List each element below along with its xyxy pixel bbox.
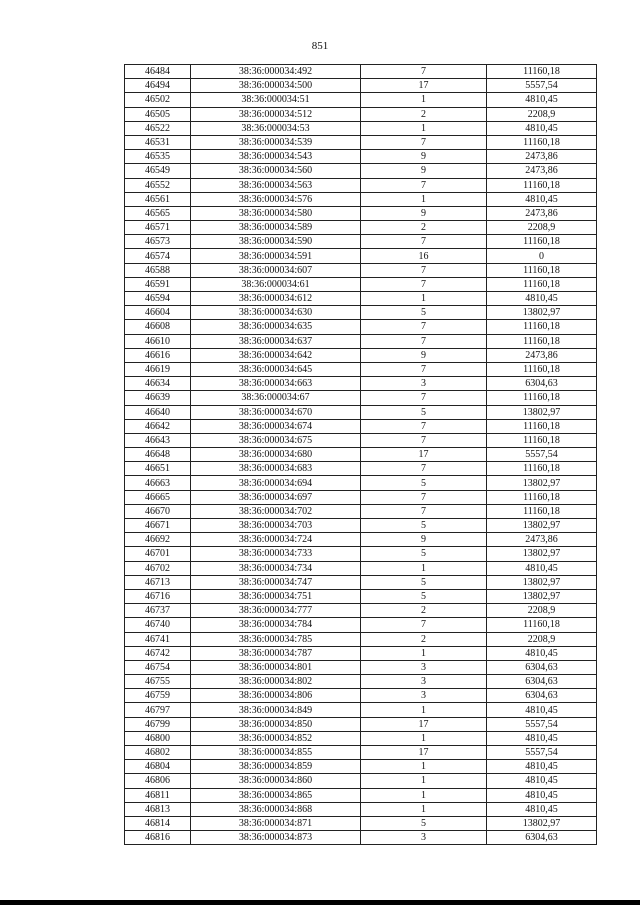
table-row: [125, 362, 597, 376]
row-number-cell: 46574: [125, 249, 191, 263]
table-row: [125, 206, 597, 220]
category-code-cell: 1: [361, 646, 487, 660]
category-code-cell: 7: [361, 65, 487, 79]
table-row: [125, 731, 597, 745]
value-cell: 6304,63: [487, 660, 597, 674]
table-row: [125, 717, 597, 731]
category-code-cell: 2: [361, 107, 487, 121]
row-number-cell: 46671: [125, 519, 191, 533]
category-code-cell: 5: [361, 519, 487, 533]
row-number-cell: 46522: [125, 121, 191, 135]
row-number-cell: 46665: [125, 490, 191, 504]
row-number-cell: 46604: [125, 306, 191, 320]
table-row: [125, 746, 597, 760]
category-code-cell: 5: [361, 405, 487, 419]
value-cell: 11160,18: [487, 462, 597, 476]
cadastral-number-cell: 38:36:000034:785: [191, 632, 361, 646]
cadastral-number-cell: 38:36:000034:642: [191, 348, 361, 362]
cadastral-number-cell: 38:36:000034:607: [191, 263, 361, 277]
row-number-cell: 46813: [125, 802, 191, 816]
value-cell: 2473,86: [487, 533, 597, 547]
cadastral-number-cell: 38:36:000034:697: [191, 490, 361, 504]
category-code-cell: 9: [361, 533, 487, 547]
table-row: [125, 150, 597, 164]
table-row: [125, 377, 597, 391]
category-code-cell: 7: [361, 504, 487, 518]
cadastral-number-cell: 38:36:000034:512: [191, 107, 361, 121]
row-number-cell: 46502: [125, 93, 191, 107]
table-row: [125, 760, 597, 774]
category-code-cell: 7: [361, 433, 487, 447]
value-cell: 2208,9: [487, 221, 597, 235]
category-code-cell: 9: [361, 206, 487, 220]
value-cell: 11160,18: [487, 433, 597, 447]
value-cell: 11160,18: [487, 334, 597, 348]
cadastral-number-cell: 38:36:000034:751: [191, 589, 361, 603]
table-row: [125, 135, 597, 149]
value-cell: 11160,18: [487, 504, 597, 518]
category-code-cell: 1: [361, 760, 487, 774]
table-row: [125, 689, 597, 703]
value-cell: 4810,45: [487, 292, 597, 306]
row-number-cell: 46663: [125, 476, 191, 490]
value-cell: 13802,97: [487, 575, 597, 589]
row-number-cell: 46573: [125, 235, 191, 249]
category-code-cell: 7: [361, 462, 487, 476]
row-number-cell: 46755: [125, 675, 191, 689]
table-row: [125, 675, 597, 689]
category-code-cell: 5: [361, 306, 487, 320]
cadastral-number-cell: 38:36:000034:53: [191, 121, 361, 135]
cadastral-number-cell: 38:36:000034:591: [191, 249, 361, 263]
table-row: [125, 306, 597, 320]
category-code-cell: 17: [361, 717, 487, 731]
value-cell: 4810,45: [487, 731, 597, 745]
row-number-cell: 46814: [125, 816, 191, 830]
table-row: [125, 249, 597, 263]
value-cell: 11160,18: [487, 419, 597, 433]
value-cell: 2208,9: [487, 604, 597, 618]
row-number-cell: 46594: [125, 292, 191, 306]
value-cell: 13802,97: [487, 816, 597, 830]
category-code-cell: 17: [361, 746, 487, 760]
row-number-cell: 46754: [125, 660, 191, 674]
category-code-cell: 17: [361, 79, 487, 93]
row-number-cell: 46565: [125, 206, 191, 220]
row-number-cell: 46651: [125, 462, 191, 476]
value-cell: 4810,45: [487, 760, 597, 774]
value-cell: 6304,63: [487, 831, 597, 845]
table-row: [125, 65, 597, 79]
row-number-cell: 46494: [125, 79, 191, 93]
row-number-cell: 46561: [125, 192, 191, 206]
value-cell: 6304,63: [487, 689, 597, 703]
table-row: [125, 547, 597, 561]
value-cell: 4810,45: [487, 788, 597, 802]
value-cell: 4810,45: [487, 561, 597, 575]
cadastral-number-cell: 38:36:000034:702: [191, 504, 361, 518]
table-row: [125, 292, 597, 306]
value-cell: 13802,97: [487, 476, 597, 490]
row-number-cell: 46797: [125, 703, 191, 717]
cadastral-number-cell: 38:36:000034:802: [191, 675, 361, 689]
row-number-cell: 46648: [125, 448, 191, 462]
cadastral-number-cell: 38:36:000034:703: [191, 519, 361, 533]
row-number-cell: 46531: [125, 135, 191, 149]
table-row: [125, 788, 597, 802]
table-row: [125, 221, 597, 235]
cadastral-number-cell: 38:36:000034:747: [191, 575, 361, 589]
cadastral-number-cell: 38:36:000034:635: [191, 320, 361, 334]
cadastral-number-cell: 38:36:000034:663: [191, 377, 361, 391]
row-number-cell: 46692: [125, 533, 191, 547]
row-number-cell: 46549: [125, 164, 191, 178]
row-number-cell: 46484: [125, 65, 191, 79]
category-code-cell: 7: [361, 135, 487, 149]
category-code-cell: 3: [361, 660, 487, 674]
table-row: [125, 561, 597, 575]
row-number-cell: 46702: [125, 561, 191, 575]
category-code-cell: 7: [361, 362, 487, 376]
table-row: [125, 632, 597, 646]
table-row: [125, 660, 597, 674]
cadastral-number-cell: 38:36:000034:576: [191, 192, 361, 206]
category-code-cell: 3: [361, 377, 487, 391]
cadastral-number-cell: 38:36:000034:683: [191, 462, 361, 476]
category-code-cell: 1: [361, 774, 487, 788]
row-number-cell: 46505: [125, 107, 191, 121]
table-row: [125, 433, 597, 447]
cadastral-number-cell: 38:36:000034:849: [191, 703, 361, 717]
table-row: [125, 419, 597, 433]
category-code-cell: 3: [361, 689, 487, 703]
category-code-cell: 5: [361, 816, 487, 830]
cadastral-number-cell: 38:36:000034:670: [191, 405, 361, 419]
row-number-cell: 46634: [125, 377, 191, 391]
value-cell: 4810,45: [487, 703, 597, 717]
table-row: [125, 604, 597, 618]
cadastral-number-cell: 38:36:000034:675: [191, 433, 361, 447]
table-row: [125, 802, 597, 816]
table-row: [125, 646, 597, 660]
table-row: [125, 121, 597, 135]
row-number-cell: 46608: [125, 320, 191, 334]
table-row: [125, 320, 597, 334]
row-number-cell: 46741: [125, 632, 191, 646]
table-body: [125, 65, 597, 845]
table-row: [125, 93, 597, 107]
value-cell: 11160,18: [487, 391, 597, 405]
category-code-cell: 7: [361, 391, 487, 405]
value-cell: 2208,9: [487, 107, 597, 121]
cadastral-number-cell: 38:36:000034:860: [191, 774, 361, 788]
table-row: [125, 490, 597, 504]
row-number-cell: 46643: [125, 433, 191, 447]
value-cell: 6304,63: [487, 377, 597, 391]
row-number-cell: 46806: [125, 774, 191, 788]
value-cell: 11160,18: [487, 263, 597, 277]
row-number-cell: 46588: [125, 263, 191, 277]
value-cell: 4810,45: [487, 802, 597, 816]
value-cell: 4810,45: [487, 646, 597, 660]
cadastral-number-cell: 38:36:000034:51: [191, 93, 361, 107]
cadastral-table: [124, 64, 597, 845]
category-code-cell: 1: [361, 802, 487, 816]
value-cell: 5557,54: [487, 717, 597, 731]
table-row: [125, 462, 597, 476]
value-cell: 4810,45: [487, 121, 597, 135]
category-code-cell: 9: [361, 348, 487, 362]
category-code-cell: 5: [361, 575, 487, 589]
table-row: [125, 405, 597, 419]
category-code-cell: 9: [361, 164, 487, 178]
table-row: [125, 334, 597, 348]
category-code-cell: 7: [361, 334, 487, 348]
row-number-cell: 46742: [125, 646, 191, 660]
cadastral-number-cell: 38:36:000034:801: [191, 660, 361, 674]
table-row: [125, 79, 597, 93]
cadastral-number-cell: 38:36:000034:850: [191, 717, 361, 731]
value-cell: 4810,45: [487, 93, 597, 107]
cadastral-number-cell: 38:36:000034:580: [191, 206, 361, 220]
value-cell: 13802,97: [487, 405, 597, 419]
cadastral-number-cell: 38:36:000034:590: [191, 235, 361, 249]
table-row: [125, 618, 597, 632]
value-cell: 11160,18: [487, 65, 597, 79]
cadastral-number-cell: 38:36:000034:865: [191, 788, 361, 802]
scan-edge-bar: [0, 900, 640, 905]
cadastral-number-cell: 38:36:000034:777: [191, 604, 361, 618]
cadastral-number-cell: 38:36:000034:859: [191, 760, 361, 774]
row-number-cell: 46610: [125, 334, 191, 348]
page-number: 851: [311, 40, 329, 52]
category-code-cell: 7: [361, 235, 487, 249]
cadastral-number-cell: 38:36:000034:784: [191, 618, 361, 632]
row-number-cell: 46619: [125, 362, 191, 376]
table-row: [125, 263, 597, 277]
cadastral-number-cell: 38:36:000034:868: [191, 802, 361, 816]
cadastral-number-cell: 38:36:000034:787: [191, 646, 361, 660]
row-number-cell: 46616: [125, 348, 191, 362]
row-number-cell: 46804: [125, 760, 191, 774]
cadastral-number-cell: 38:36:000034:871: [191, 816, 361, 830]
category-code-cell: 1: [361, 93, 487, 107]
table-row: [125, 575, 597, 589]
row-number-cell: 46571: [125, 221, 191, 235]
row-number-cell: 46552: [125, 178, 191, 192]
value-cell: 11160,18: [487, 235, 597, 249]
value-cell: 11160,18: [487, 178, 597, 192]
row-number-cell: 46670: [125, 504, 191, 518]
cadastral-number-cell: 38:36:000034:806: [191, 689, 361, 703]
value-cell: 5557,54: [487, 448, 597, 462]
table-row: [125, 476, 597, 490]
value-cell: 13802,97: [487, 306, 597, 320]
table-row: [125, 816, 597, 830]
value-cell: 11160,18: [487, 618, 597, 632]
category-code-cell: 7: [361, 618, 487, 632]
cadastral-number-cell: 38:36:000034:500: [191, 79, 361, 93]
table-row: [125, 192, 597, 206]
value-cell: 13802,97: [487, 589, 597, 603]
cadastral-number-cell: 38:36:000034:492: [191, 65, 361, 79]
value-cell: 11160,18: [487, 490, 597, 504]
cadastral-number-cell: 38:36:000034:873: [191, 831, 361, 845]
table-row: [125, 164, 597, 178]
category-code-cell: 1: [361, 788, 487, 802]
category-code-cell: 7: [361, 277, 487, 291]
category-code-cell: 2: [361, 221, 487, 235]
table-row: [125, 448, 597, 462]
row-number-cell: 46591: [125, 277, 191, 291]
value-cell: 5557,54: [487, 79, 597, 93]
category-code-cell: 17: [361, 448, 487, 462]
cadastral-number-cell: 38:36:000034:852: [191, 731, 361, 745]
category-code-cell: 1: [361, 703, 487, 717]
row-number-cell: 46799: [125, 717, 191, 731]
cadastral-number-cell: 38:36:000034:680: [191, 448, 361, 462]
cadastral-number-cell: 38:36:000034:589: [191, 221, 361, 235]
cadastral-number-cell: 38:36:000034:733: [191, 547, 361, 561]
cadastral-number-cell: 38:36:000034:539: [191, 135, 361, 149]
category-code-cell: 1: [361, 731, 487, 745]
value-cell: 2473,86: [487, 164, 597, 178]
cadastral-number-cell: 38:36:000034:674: [191, 419, 361, 433]
row-number-cell: 46811: [125, 788, 191, 802]
table-row: [125, 519, 597, 533]
category-code-cell: 5: [361, 547, 487, 561]
value-cell: 13802,97: [487, 547, 597, 561]
category-code-cell: 16: [361, 249, 487, 263]
table-row: [125, 391, 597, 405]
cadastral-number-cell: 38:36:000034:724: [191, 533, 361, 547]
value-cell: 4810,45: [487, 774, 597, 788]
table-row: [125, 589, 597, 603]
category-code-cell: 1: [361, 292, 487, 306]
row-number-cell: 46639: [125, 391, 191, 405]
cadastral-number-cell: 38:36:000034:630: [191, 306, 361, 320]
value-cell: 5557,54: [487, 746, 597, 760]
cadastral-number-cell: 38:36:000034:734: [191, 561, 361, 575]
cadastral-number-cell: 38:36:000034:645: [191, 362, 361, 376]
cadastral-number-cell: 38:36:000034:560: [191, 164, 361, 178]
row-number-cell: 46642: [125, 419, 191, 433]
category-code-cell: 7: [361, 263, 487, 277]
value-cell: 11160,18: [487, 320, 597, 334]
table-row: [125, 348, 597, 362]
cadastral-number-cell: 38:36:000034:61: [191, 277, 361, 291]
cadastral-number-cell: 38:36:000034:855: [191, 746, 361, 760]
value-cell: 11160,18: [487, 277, 597, 291]
category-code-cell: 5: [361, 589, 487, 603]
category-code-cell: 2: [361, 604, 487, 618]
row-number-cell: 46759: [125, 689, 191, 703]
row-number-cell: 46800: [125, 731, 191, 745]
value-cell: 0: [487, 249, 597, 263]
table-row: [125, 235, 597, 249]
row-number-cell: 46701: [125, 547, 191, 561]
cadastral-number-cell: 38:36:000034:67: [191, 391, 361, 405]
category-code-cell: 5: [361, 476, 487, 490]
category-code-cell: 7: [361, 419, 487, 433]
row-number-cell: 46716: [125, 589, 191, 603]
row-number-cell: 46816: [125, 831, 191, 845]
cadastral-number-cell: 38:36:000034:543: [191, 150, 361, 164]
value-cell: 11160,18: [487, 135, 597, 149]
table-row: [125, 533, 597, 547]
table-row: [125, 703, 597, 717]
category-code-cell: 7: [361, 178, 487, 192]
cadastral-number-cell: 38:36:000034:612: [191, 292, 361, 306]
category-code-cell: 1: [361, 192, 487, 206]
value-cell: 2473,86: [487, 348, 597, 362]
table-row: [125, 774, 597, 788]
value-cell: 11160,18: [487, 362, 597, 376]
category-code-cell: 7: [361, 320, 487, 334]
value-cell: 13802,97: [487, 519, 597, 533]
table-row: [125, 504, 597, 518]
row-number-cell: 46737: [125, 604, 191, 618]
value-cell: 4810,45: [487, 192, 597, 206]
cadastral-number-cell: 38:36:000034:563: [191, 178, 361, 192]
value-cell: 6304,63: [487, 675, 597, 689]
cadastral-number-cell: 38:36:000034:694: [191, 476, 361, 490]
cadastral-number-cell: 38:36:000034:637: [191, 334, 361, 348]
row-number-cell: 46535: [125, 150, 191, 164]
row-number-cell: 46713: [125, 575, 191, 589]
table-row: [125, 277, 597, 291]
row-number-cell: 46640: [125, 405, 191, 419]
category-code-cell: 3: [361, 831, 487, 845]
category-code-cell: 2: [361, 632, 487, 646]
table-row: [125, 107, 597, 121]
table-row: [125, 178, 597, 192]
row-number-cell: 46802: [125, 746, 191, 760]
row-number-cell: 46740: [125, 618, 191, 632]
value-cell: 2473,86: [487, 206, 597, 220]
category-code-cell: 1: [361, 121, 487, 135]
category-code-cell: 1: [361, 561, 487, 575]
value-cell: 2208,9: [487, 632, 597, 646]
value-cell: 2473,86: [487, 150, 597, 164]
category-code-cell: 9: [361, 150, 487, 164]
category-code-cell: 3: [361, 675, 487, 689]
table-row: [125, 831, 597, 845]
category-code-cell: 7: [361, 490, 487, 504]
